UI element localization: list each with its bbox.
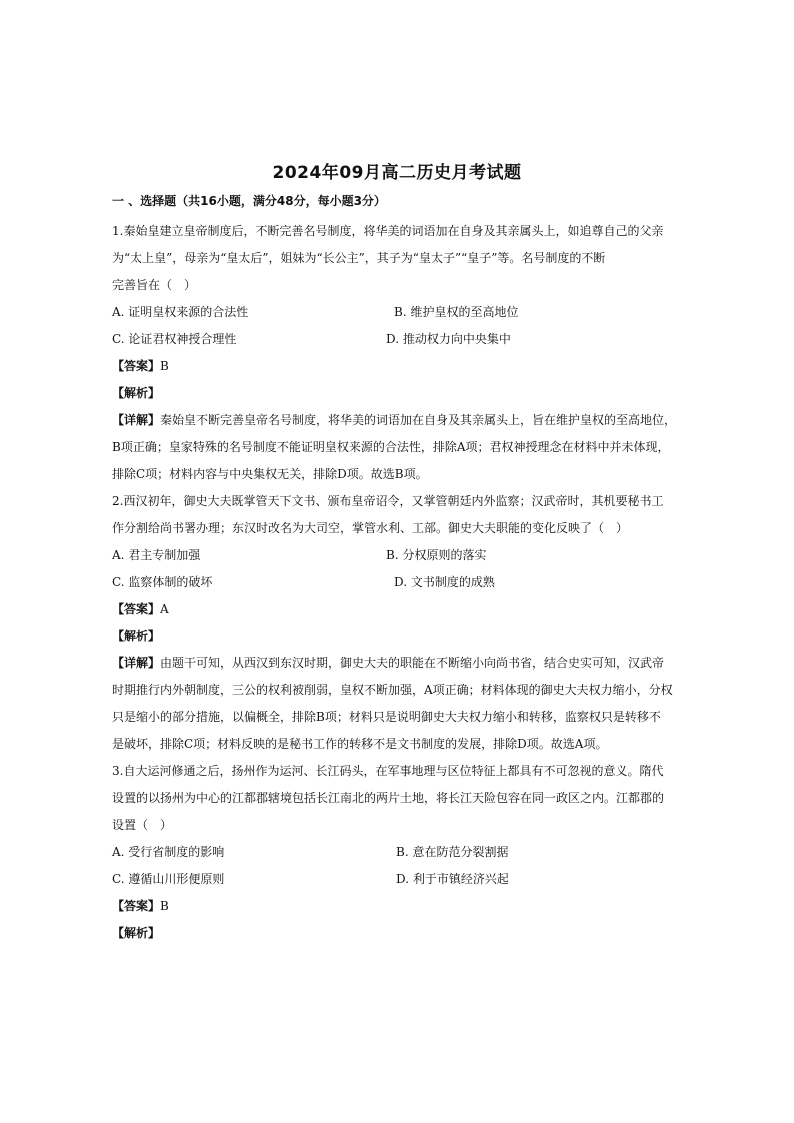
question-stem-line: 设置（ ）	[112, 818, 173, 832]
question-stem-line: 作分割给尚书署办理；东汉时改名为大司空，掌管水利、工部。御史大夫职能的变化反映了（ ）	[112, 521, 629, 535]
question-stem-line: 3.自大运河修通之后，扬州作为运河、长江码头，在军事地理与区位特征上都具有不可忽视的意义。隋代	[112, 764, 664, 778]
detail-text: 由题干可知，从西汉到东汉时期，御史大夫的职能在不断缩小向尚书省，结合史实可知，汉武帝	[160, 656, 665, 670]
question-stem-line: 完善旨在（ ）	[112, 278, 197, 292]
option-row	[112, 326, 684, 353]
detail-line: 是破坏，排除C项；材料反映的是秘书工作的转移不是文书制度的发展，排除D项。故选A项。	[112, 737, 608, 751]
detail-line	[112, 407, 684, 434]
option-a: A. 君主专制加强	[112, 548, 201, 562]
question-1	[112, 218, 684, 488]
detail-line	[112, 650, 684, 677]
option-c: C. 论证君权神授合理性	[112, 332, 237, 346]
page-title: 2024年09月高二历史月考试题	[272, 163, 522, 183]
option-c: C. 监察体制的破坏	[112, 575, 213, 589]
analysis-label: 【解析】	[112, 386, 161, 400]
option-row	[112, 569, 684, 596]
detail-label: 【详解】	[112, 656, 161, 670]
answer-line	[112, 893, 684, 920]
answer-label: 【答案】	[112, 899, 161, 913]
option-d: D. 推动权力向中央集中	[386, 332, 511, 346]
option-b: B. 意在防范分裂割据	[396, 845, 509, 859]
option-row	[112, 299, 684, 326]
section-heading: 一 、选择题（共16小题，满分48分，每小题3分）	[112, 194, 386, 208]
question-stem-line: 2.西汉初年，御史大夫既掌管天下文书、颁布皇帝诏令，又掌管朝廷内外监察；汉武帝时，其机要秘书工	[112, 494, 664, 508]
answer-value: A	[160, 602, 169, 616]
detail-line: 只是缩小的部分措施，以偏概全，排除B项；材料只是说明御史大夫权力缩小和转移，监察权只是转移不	[112, 710, 661, 724]
option-a: A. 证明皇权来源的合法性	[112, 305, 249, 319]
question-2	[112, 488, 684, 758]
answer-line	[112, 596, 684, 623]
question-stem-line: 为“太上皇”，母亲为“皇太后”，姐妹为“长公主”，其子为“皇太子”“皇子”等。名号制度的不断	[112, 251, 606, 265]
answer-label: 【答案】	[112, 359, 161, 373]
option-d: D. 利于市镇经济兴起	[396, 872, 509, 886]
analysis-label: 【解析】	[112, 926, 161, 940]
detail-line: 排除C项；材料内容与中央集权无关，排除D项。故选B项。	[112, 467, 428, 481]
question-stem-line: 1.秦始皇建立皇帝制度后，不断完善名号制度，将华美的词语加在自身及其亲属头上，如追尊自己的父亲	[112, 224, 664, 238]
option-b: B. 分权原则的落实	[386, 548, 487, 562]
detail-label: 【详解】	[112, 413, 161, 427]
option-b: B. 维护皇权的至高地位	[394, 305, 519, 319]
option-a: A. 受行省制度的影响	[112, 845, 225, 859]
detail-text: 秦始皇不断完善皇帝名号制度，将华美的词语加在自身及其亲属头上，旨在维护皇权的至高地位，	[160, 413, 677, 427]
option-row	[112, 542, 684, 569]
detail-line: B项正确；皇家特殊的名号制度不能证明皇权来源的合法性，排除A项；君权神授理念在材料中并未体现，	[112, 440, 670, 454]
answer-label: 【答案】	[112, 602, 161, 616]
detail-line: 时期推行内外朝制度，三公的权利被削弱，皇权不断加强，A项正确；材料体现的御史大夫权力缩小，分权	[112, 683, 673, 697]
option-d: D. 文书制度的成熟	[394, 575, 495, 589]
answer-value: B	[160, 359, 169, 373]
answer-value: B	[160, 899, 169, 913]
question-3	[112, 758, 684, 947]
answer-line	[112, 353, 684, 380]
option-row	[112, 866, 684, 893]
question-stem-line: 设置的以扬州为中心的江都郡辖境包括长江南北的两片土地，将长江天险包容在同一政区之内。江都郡的	[112, 791, 665, 805]
analysis-label: 【解析】	[112, 629, 161, 643]
option-c: C. 遵循山川形便原则	[112, 872, 225, 886]
option-row	[112, 839, 684, 866]
